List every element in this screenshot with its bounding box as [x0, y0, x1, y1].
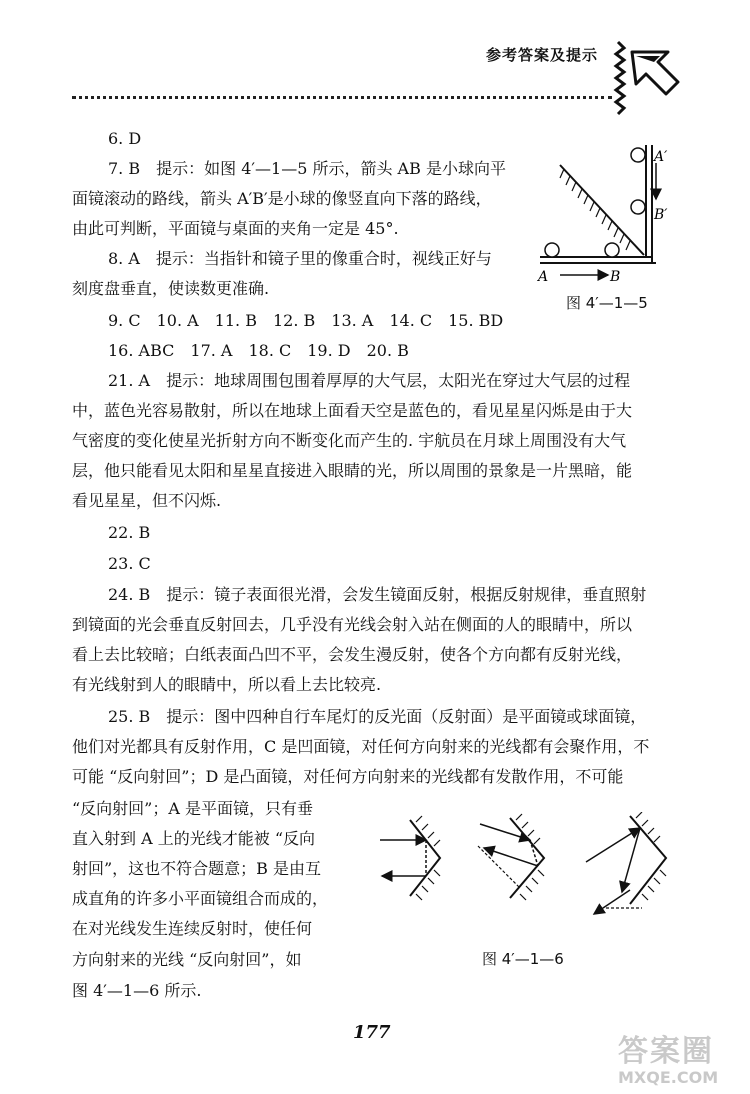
figure1-caption: 图 4′—1—5 [566, 294, 648, 312]
figure1-label-b-prime: B′ [654, 207, 668, 223]
answer-24-line4: 有光线射到人的眼睛中，所以看上去比较亮. [72, 675, 382, 694]
answer-24-line3: 看上去比较暗；白纸表面凸凹不平，会发生漫反射，使各个方向都有反射光线， [72, 645, 633, 664]
header-divider [72, 96, 612, 99]
answer-25-line4: “反向射回”；A 是平面镜，只有垂 [72, 799, 314, 818]
answer-21-line5: 看见星星，但不闪烁. [72, 491, 222, 510]
answer-24-line2: 到镜面的光会垂直反射回去，几乎没有光线会射入站在侧面的人的眼睛中，所以 [72, 615, 633, 634]
answer-21-line2: 中，蓝色光容易散射，所以在地球上面看天空是蓝色的，看见星星闪烁是由于大 [72, 401, 633, 420]
answer-8-line2: 刻度盘垂直，使读数更准确. [72, 279, 270, 298]
answers-9-15: 9. C 10. A 11. B 12. B 13. A 14. C 15. BD [108, 311, 504, 330]
figure1-label-a: A [538, 269, 549, 285]
figure1-label-a-prime: A′ [654, 149, 668, 165]
answer-25-line10: 图 4′—1—6 所示. [72, 981, 202, 1000]
page-number: 177 [353, 1022, 391, 1043]
figure-reflectors [380, 812, 680, 938]
answer-7-line3: 由此可判断，平面镜与桌面的夹角一定是 45°. [72, 219, 399, 238]
answer-21-line3: 气密度的变化使星光折射方向不断变化而产生的. 宇航员在月球上周围没有大气 [72, 431, 627, 450]
header-title: 参考答案及提示 [486, 46, 599, 64]
answer-25-line7: 成直角的许多小平面镜组合而成的， [72, 889, 329, 908]
watermark [618, 1026, 718, 1087]
figure2-caption: 图 4′—1—6 [482, 950, 564, 968]
figure-mirror-ball [530, 135, 680, 285]
answer-25-line9: 方向射来的光线 “反向射回”，如 [72, 950, 302, 969]
answer-25-line5: 直入射到 A 上的光线才能被 “反向 [72, 829, 315, 848]
answer-25-line1: 25. B 提示：图中四种自行车尾灯的反光面（反射面）是平面镜或球面镜， [108, 707, 647, 726]
answer-23: 23. C [108, 554, 151, 573]
answer-21-line4: 层，他只能看见太阳和星星直接进入眼睛的光，所以周围的景象是一片黑暗，能 [72, 461, 633, 480]
answer-6: 6. D [108, 129, 142, 148]
corner-arrow-icon [610, 38, 690, 118]
answer-25-line8: 在对光线发生连续反射时，使任何 [72, 919, 313, 938]
answer-21-line1: 21. A 提示：地球周围包围着厚厚的大气层，太阳光在穿过大气层的过程 [108, 371, 631, 390]
figure1-label-b: B [610, 269, 621, 285]
watermark-text: 答案圈 [618, 1034, 714, 1069]
answers-16-20: 16. ABC 17. A 18. C 19. D 20. B [108, 341, 409, 360]
answer-22: 22. B [108, 523, 151, 542]
answer-24-line1: 24. B 提示：镜子表面很光滑，会发生镜面反射，根据反射规律，垂直照射 [108, 585, 647, 604]
answer-25-line6: 射回”，这也不符合题意；B 是由互 [72, 859, 322, 878]
answer-25-line2: 他们对光都具有反射作用，C 是凹面镜，对任何方向射来的光线都有会聚作用，不 [72, 737, 650, 756]
answer-25-line3: 可能 “反向射回”；D 是凸面镜，对任何方向射来的光线都有发散作用，不可能 [72, 767, 624, 786]
answer-8-line1: 8. A 提示：当指针和镜子里的像重合时，视线正好与 [108, 249, 492, 268]
answer-7-line1: 7. B 提示：如图 4′—1—5 所示，箭头 AB 是小球向平 [108, 159, 506, 178]
watermark-url: MXQE.COM [618, 1068, 719, 1087]
answer-7-line2: 面镜滚动的路线，箭头 A′B′是小球的像竖直向下落的路线， [72, 189, 492, 208]
